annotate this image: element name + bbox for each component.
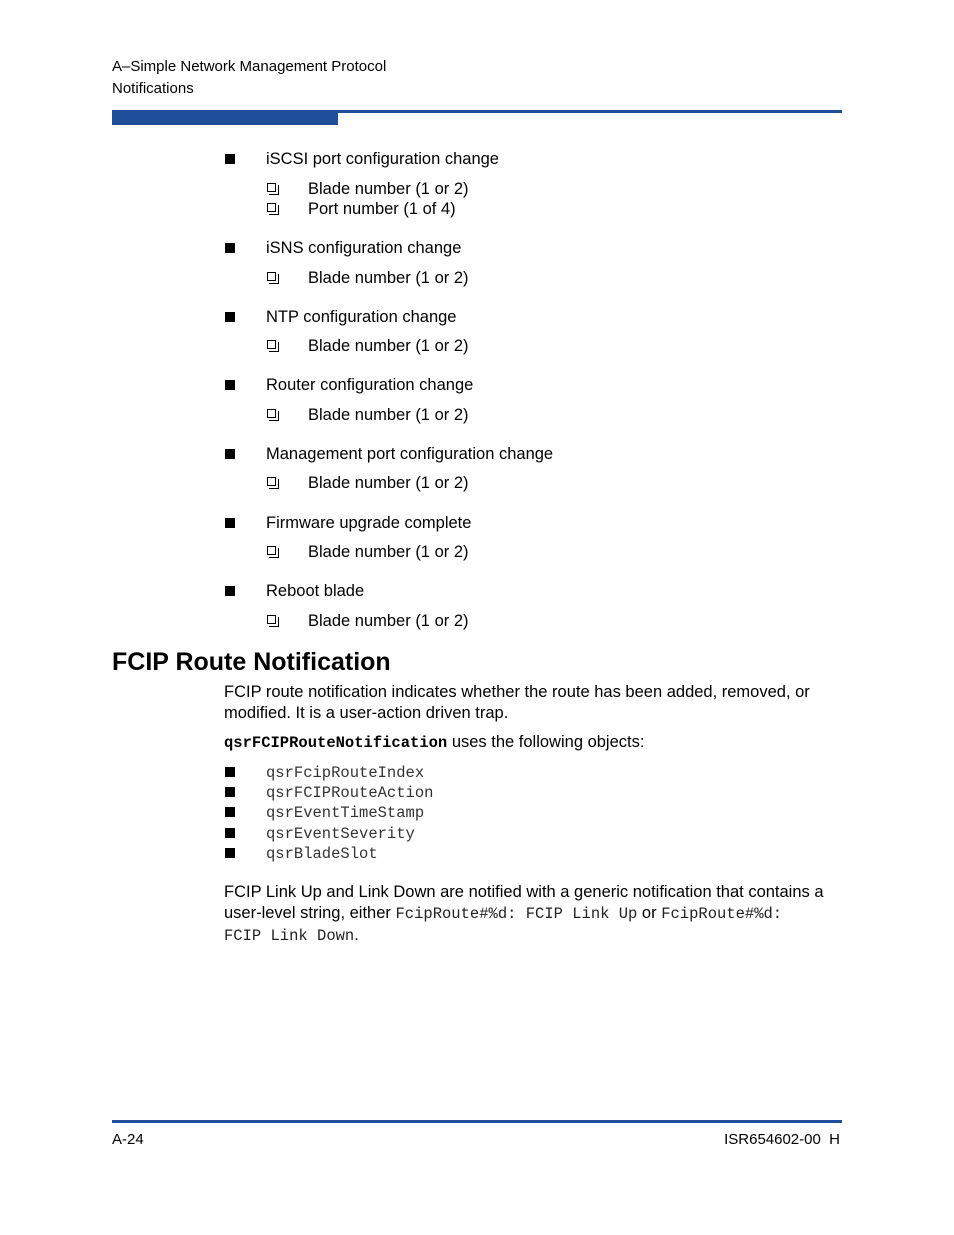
list-item-label: Reboot blade [266,582,365,600]
document-number: ISR654602-00 H [724,1131,840,1148]
square-bullet-icon [225,828,235,838]
intro-line: modified. It is a user-action driven trap. [224,704,509,722]
intro-line: FCIP route notification indicates whether the route has been added, removed, or [224,683,810,701]
square-bullet-icon [225,243,235,253]
square-bullet-icon [225,518,235,528]
header-rule-block [112,112,338,125]
checkbox-bullet-icon [267,272,276,281]
checkbox-bullet-icon [267,183,276,192]
checkbox-bullet-icon [267,409,276,418]
square-bullet-icon [225,807,235,817]
square-bullet-icon [225,380,235,390]
intro-paragraph [224,682,844,724]
list-item-label: iSNS configuration change [266,239,462,257]
object-name: qsrEventSeverity [266,825,415,843]
object-name: qsrFCIPRouteAction [266,784,434,802]
checkbox-bullet-icon [267,340,276,349]
link-down-code-prefix: FcipRoute#%d: [661,905,783,923]
sub-item-label: Blade number (1 or 2) [308,543,469,561]
square-bullet-icon [225,312,235,322]
sub-item-label: Blade number (1 or 2) [308,269,469,287]
square-bullet-icon [225,586,235,596]
list-item-label: Management port configuration change [266,445,554,463]
sub-item-label: Port number (1 of 4) [308,200,456,218]
section-heading: FCIP Route Notification [112,648,391,676]
trap-name-code: qsrFCIPRouteNotification [224,734,448,752]
square-bullet-icon [225,767,235,777]
page-number: A-24 [112,1131,144,1148]
list-item-label: NTP configuration change [266,308,457,326]
sub-item-label: Blade number (1 or 2) [308,406,469,424]
link-up-code: FcipRoute#%d: FCIP Link Up [395,905,638,923]
checkbox-bullet-icon [267,615,276,624]
square-bullet-icon [225,848,235,858]
object-name: qsrFcipRouteIndex [266,764,425,782]
list-item-label: Router configuration change [266,376,474,394]
link-down-code: FCIP Link Down [224,927,355,945]
objects-intro-text: uses the following objects: [447,733,645,751]
objects-intro [224,732,844,754]
square-bullet-icon [225,787,235,797]
running-header-section: Notifications [112,80,194,97]
link-end-text: . [354,926,359,944]
square-bullet-icon [225,154,235,164]
list-item-label: iSCSI port configuration change [266,150,499,168]
sub-item-label: Blade number (1 or 2) [308,180,469,198]
sub-item-label: Blade number (1 or 2) [308,612,469,630]
link-or-text: or [637,904,662,922]
checkbox-bullet-icon [267,546,276,555]
running-header-chapter: A–Simple Network Management Protocol [112,58,387,75]
footer-rule [112,1120,842,1123]
object-name: qsrBladeSlot [266,845,378,863]
sub-item-label: Blade number (1 or 2) [308,337,469,355]
link-paragraph [224,882,844,947]
square-bullet-icon [225,449,235,459]
object-name: qsrEventTimeStamp [266,804,425,822]
sub-item-label: Blade number (1 or 2) [308,474,469,492]
checkbox-bullet-icon [267,203,276,212]
checkbox-bullet-icon [267,477,276,486]
link-line: FCIP Link Up and Link Down are notified with a generic notification that contains a [224,883,824,901]
list-item-label: Firmware upgrade complete [266,514,472,532]
link-text: user-level string, either [224,904,396,922]
